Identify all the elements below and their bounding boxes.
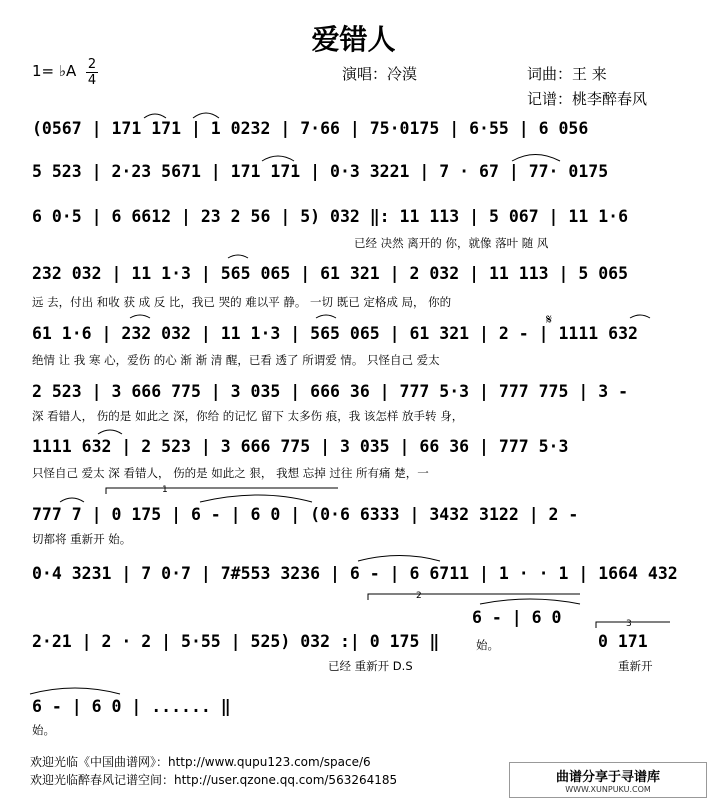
lyric-line-3: 已经 决然 离开的 你，就像 落叶 随 风	[354, 236, 549, 250]
staff-line-5: 61 1·6 | 232 032 | 11 1·3 | 565 065 | 61 321 | 2 - | 1111 632	[32, 324, 638, 343]
watermark-line-2: WWW.XUNPUKU.COM	[565, 785, 651, 794]
staff-line-6: 2 523 | 3 666 775 | 3 035 | 666 36 | 777 5·3 | 777 775 | 3 -	[32, 382, 629, 401]
slur	[193, 113, 219, 118]
time-signature-bottom: 4	[87, 73, 97, 88]
staff-line-4: 232 032 | 11 1·3 | 565 065 | 61 321 | 2 032 | 11 113 | 5 065	[32, 264, 629, 283]
slur	[200, 495, 312, 502]
lyric-line-6: 深 看错人， 伤的是 如此之 深，你给 的记忆 留下 太多伤 痕，我 该怎样 放手转 身，	[32, 409, 464, 423]
lyric-line-4: 远 去，付出 和收 获 成 反 比，我已 哭的 难以平 静。 一切 既已 定格成 局， 你的	[32, 295, 452, 309]
slur	[60, 498, 84, 502]
slur	[144, 114, 166, 118]
slur	[98, 430, 122, 434]
volta-1-label: 1	[162, 485, 168, 495]
volta-3-notes: 0 171	[598, 632, 648, 651]
slur	[130, 315, 150, 318]
slur	[630, 315, 650, 318]
lyric-line-11: 始。	[32, 723, 55, 737]
staff-line-9: 0·4 3231 | 7 0·7 | 7#553 3236 | 6 - | 6 6711 | 1 · · 1 | 1664 432	[32, 564, 678, 583]
watermark-badge	[509, 762, 707, 798]
volta-3-label: 3	[626, 619, 632, 629]
watermark-line-1: 曲谱分享于寻谱库	[555, 770, 660, 785]
singer-credit: 演唱：冷漠	[342, 65, 418, 83]
volta-1-bracket	[106, 485, 338, 495]
staff-line-2: 5 523 | 2·23 5671 | 171 171 | 0·3 3221 | 7 · 67 | 77· 0175	[32, 162, 609, 181]
volta-2-notes: 6 - | 6 0	[472, 608, 562, 627]
lyric-line-8: 切都将 重新开 始。	[32, 532, 132, 546]
lyric-line-5: 绝情 让 我 寒 心，爱伤 的心 渐 渐 清 醒，已看 透了 所谓爱 情。 只怪自己 爱太	[32, 353, 440, 367]
staff-line-11: 6 - | 6 0 | ...... ‖	[32, 697, 231, 716]
staff-line-3: 6 0·5 | 6 6612 | 23 2 56 | 5) 032 ‖: 11 113 | 5 067 | 11 1·6	[32, 207, 629, 226]
slur	[358, 556, 440, 562]
slur-marks	[30, 113, 650, 694]
slur	[30, 688, 120, 694]
transcriber-credit: 记谱：桃李醉春风	[527, 90, 648, 108]
footer-line-2: 欢迎光临醉春风记谱空间：http://user.qzone.qq.com/563264185	[30, 773, 398, 787]
staff-line-8: 777 7 | 0 175 | 6 - | 6 0 | (0·6 6333 | 3432 3122 | 2 -	[32, 505, 579, 524]
volta-3-lyric: 重新开	[618, 659, 653, 673]
volta-2-label: 2	[416, 591, 422, 601]
lyric-line-7: 只怪自己 爱太 深 看错人， 伤的是 如此之 狠， 我想 忘掉 过往 所有痛 楚，一	[32, 466, 429, 480]
key-signature: 1= ♭A	[32, 62, 77, 80]
staff-line-7: 1111 632 | 2 523 | 3 666 775 | 3 035 | 66 36 | 777 5·3	[32, 437, 569, 456]
staff-line-1: (0567 | 171 171 | 1 0232 | 7·66 | 75·0175 | 6·55 | 6 056	[32, 119, 589, 138]
lyric-line-10: 已经 重新开 D.S	[328, 659, 413, 673]
slur	[512, 155, 560, 162]
staff-line-10: 2·21 | 2 · 2 | 5·55 | 525) 032 :| 0 175 ‖	[32, 632, 440, 651]
slur	[316, 315, 336, 318]
time-signature-top: 2	[87, 57, 97, 72]
slur	[228, 255, 248, 258]
footer-line-1: 欢迎光临《中国曲谱网》：http://www.qupu123.com/space/6	[30, 755, 371, 769]
segno-sign: 𝄋	[546, 312, 553, 328]
slur	[262, 156, 294, 161]
volta-2-lyric: 始。	[476, 638, 499, 652]
slur	[480, 599, 580, 604]
song-title: 爱错人	[311, 23, 396, 56]
volta-3-bracket	[596, 619, 670, 629]
composer-credit: 词曲：王 来	[527, 65, 607, 83]
